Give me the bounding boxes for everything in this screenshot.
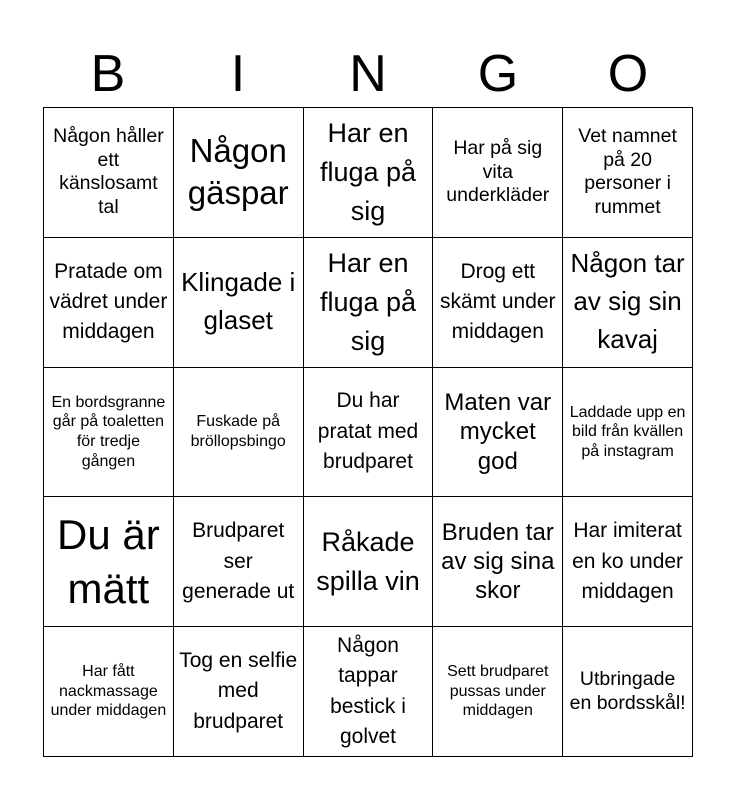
bingo-cell-r4-c3[interactable]: Sett brudparet pussas under middagen: [433, 627, 563, 757]
header-letter-n: N: [349, 45, 387, 103]
bingo-cell-r3-c4[interactable]: Har imiterat en ko under middagen: [563, 497, 693, 627]
bingo-cell-r3-c3[interactable]: Bruden tar av sig sina skor: [433, 497, 563, 627]
bingo-cell-r4-c1[interactable]: Tog en selfie med brudparet: [174, 627, 304, 757]
bingo-cell-r2-c0[interactable]: En bordsgranne går på toaletten för tredje gången: [44, 368, 174, 498]
bingo-cell-r3-c1[interactable]: Brudparet ser generade ut: [174, 497, 304, 627]
bingo-cell-r2-c4[interactable]: Laddade upp en bild från kvällen på instagram: [563, 368, 693, 498]
bingo-cell-r0-c3[interactable]: Har på sig vita underkläder: [433, 108, 563, 238]
bingo-cell-r0-c0[interactable]: Någon håller ett känslosamt tal: [44, 108, 174, 238]
header-letter-o: O: [607, 45, 649, 103]
header-letter-g: G: [477, 45, 519, 103]
header-letter-b: B: [90, 45, 126, 103]
bingo-cell-r0-c1[interactable]: Någon gäspar: [174, 108, 304, 238]
bingo-cell-r3-c0[interactable]: Du är mätt: [44, 497, 174, 627]
bingo-cell-r4-c4[interactable]: Utbringade en bordsskål!: [563, 627, 693, 757]
header-letter-i: I: [230, 45, 246, 103]
bingo-cell-r4-c2[interactable]: Någon tappar bestick i golvet: [304, 627, 434, 757]
bingo-grid: [43, 107, 693, 757]
bingo-cell-r3-c2[interactable]: Råkade spilla vin: [304, 497, 434, 627]
bingo-cell-r2-c3[interactable]: Maten var mycket god: [433, 368, 563, 498]
bingo-cell-r0-c2[interactable]: Har en fluga på sig: [304, 108, 434, 238]
bingo-cell-r2-c1[interactable]: Fuskade på bröllopsbingo: [174, 368, 304, 498]
bingo-cell-r1-c3[interactable]: Drog ett skämt under middagen: [433, 238, 563, 368]
bingo-cell-r1-c2[interactable]: Har en fluga på sig: [304, 238, 434, 368]
bingo-cell-r0-c4[interactable]: Vet namnet på 20 personer i rummet: [563, 108, 693, 238]
bingo-cell-r1-c0[interactable]: Pratade om vädret under middagen: [44, 238, 174, 368]
bingo-header: [43, 40, 693, 108]
bingo-cell-r1-c4[interactable]: Någon tar av sig sin kavaj: [563, 238, 693, 368]
bingo-cell-r2-c2[interactable]: Du har pratat med brudparet: [304, 368, 434, 498]
bingo-cell-r4-c0[interactable]: Har fått nackmassage under middagen: [44, 627, 174, 757]
bingo-cell-r1-c1[interactable]: Klingade i glaset: [174, 238, 304, 368]
